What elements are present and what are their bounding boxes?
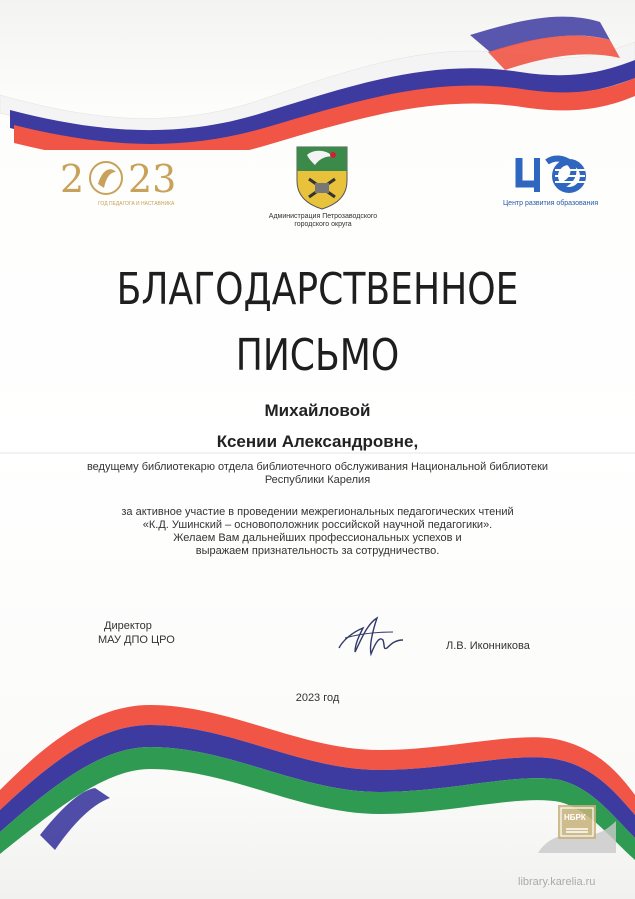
logo-caption: ГОД ПЕДАГОГА И НАСТАВНИКА [98,201,175,207]
cro-logo-icon [511,152,587,194]
library-watermark-logo [528,797,620,859]
recipient-given-names: Ксении Александровне, [216,432,419,451]
body-line1: за активное участие в проведении межрегиональных педагогических чтений [121,506,514,518]
signer-role-line1: Директор [104,620,152,632]
document-year: 2023 год [295,692,340,704]
body-line2: «К.Д. Ушинский – основоположник российской научной педагогики». [142,519,493,531]
top-flag-ribbon [0,0,635,150]
crest-caption: Администрация Петрозаводского городского округа [268,213,378,228]
signer-name: Л.В. Иконникова [446,640,530,652]
cro-caption: Центр развития образования [503,200,599,207]
recipient-surname: Михайловой [264,401,371,420]
document-title-line2: ПИСЬМО [235,330,400,381]
year-of-teacher-logo [58,150,178,210]
recipient-position-line1: ведущему библиотекарю отдела библиотечного обслуживания Национальной библиотеки [86,461,549,473]
bottom-flag-ribbon [0,680,635,899]
signer-role-line2: МАУ ДПО ЦРО [98,634,175,646]
body-line3: Желаем Вам дальнейших профессиональных успехов и [173,532,462,544]
body-line4: выражаем признательность за сотрудничество. [195,545,440,557]
watermark-site: library.karelia.ru [518,876,596,888]
paper-fold [0,452,635,454]
city-crest-icon [293,145,351,211]
document-title-line1: БЛАГОДАРСТВЕННОЕ [116,264,519,315]
recipient-position-line2: Республики Карелия [264,474,371,486]
logo-digits-left: 2 [60,157,85,201]
watermark-logo-text: НБРК [564,813,586,822]
svg-text:23: 23 [128,157,177,201]
handwritten-signature [333,610,413,660]
